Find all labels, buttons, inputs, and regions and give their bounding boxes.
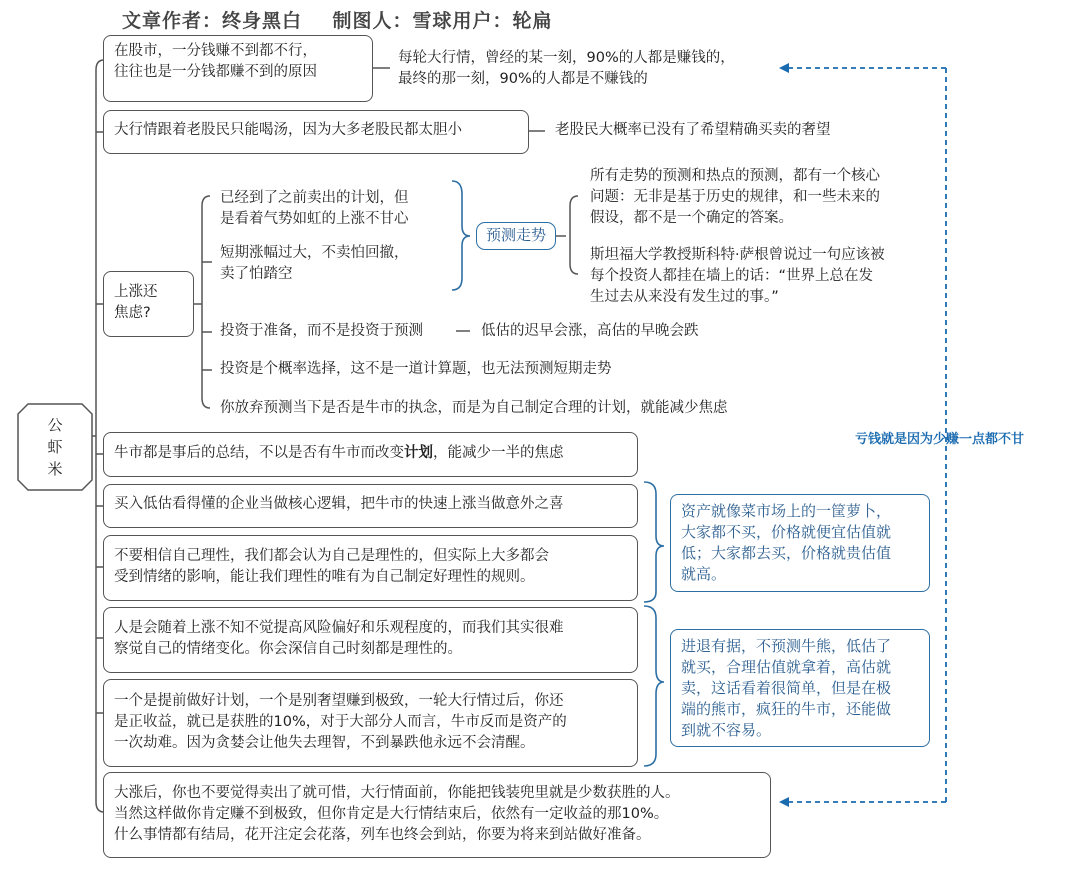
note-b-line-3: 卖，这话看着很简单，但是在极 — [681, 679, 892, 697]
branch-3-item-3-right: 低估的迟早会涨，高估的早晚会跌 — [481, 323, 699, 339]
branch-6-box — [103, 535, 638, 601]
branch-4-box — [103, 432, 638, 477]
branch-3-sub-1-line-2: 是看着气势如虹的上涨不甘心 — [220, 211, 409, 227]
branch-8-line-1: 一个是提前做好计划，一个是别奢望赚到极致，一轮大行情过后，你还 — [114, 693, 564, 709]
branch-9-line-2: 当然这样做你肯定赚不到极致，但你肯定是大行情结束后，依然有一定收益的那10%。 — [114, 806, 669, 822]
branch-3-item-3: 投资于准备，而不是投资于预测 — [220, 323, 423, 339]
note-a-line-2: 大家都不买，价格就便宜估值就 — [681, 523, 892, 541]
branch-4-text-bold: 计划 — [404, 445, 433, 461]
branch-5-text: 买入低估看得懂的企业当做核心逻辑，把牛市的快速上涨当做意外之喜 — [114, 496, 564, 512]
branch-1-note — [398, 48, 735, 90]
branch-1-note-line-2: 最终的那一刻，90%的人都是不赚钱的 — [398, 71, 648, 87]
root-node — [18, 414, 92, 480]
note-b-box — [670, 629, 930, 747]
branch-3-note-2-line-2: 每个投资人都挂在墙上的话：“世界上总在发 — [590, 268, 874, 284]
branch-7-line-2: 察觉自己的情绪变化。你会深信自己时刻都是理性的。 — [114, 641, 462, 657]
root-char-2: 虾 — [47, 438, 63, 456]
branch-2-note-text: 老股民大概率已没有了希望精确买卖的奢望 — [555, 122, 831, 138]
loss-reason-label: 亏钱就是因为少赚一点都不甘 — [855, 432, 1025, 447]
branch-3-note-1-line-3: 假设，都不是一个确定的答案。 — [590, 210, 793, 226]
branch-2-box — [103, 110, 529, 154]
branch-3-label-2: 焦虑? — [114, 305, 151, 321]
branch-8-line-2: 是正收益，就已是获胜的10%，对于大部分人而言，牛市反而是资产的 — [114, 714, 567, 730]
branch-1-line-2: 往往也是一分钱都赚不到的原因 — [114, 64, 317, 80]
branch-4-text-before: 牛市都是事后的总结，不以是否有牛市而改变 — [114, 445, 404, 461]
branch-3-sub-1-line-1: 已经到了之前卖出的计划，但 — [220, 190, 409, 206]
branch-3-note-2-line-3: 生过去从来没有发生过的事。” — [590, 289, 779, 305]
branch-7-line-1: 人是会随着上涨不知不觉提高风险偏好和乐观程度的，而我们其实很难 — [114, 620, 564, 636]
branch-6-line-2: 受到情绪的影响，能让我们理性的唯有为自己制定好理性的规则。 — [114, 569, 535, 585]
note-b-line-2: 就买，合理估值就拿着，高估就 — [681, 658, 892, 676]
header — [122, 6, 553, 33]
branch-8-line-3: 一次劫难。因为贪婪会让他失去理智，不到暴跌他永远不会清醒。 — [114, 735, 535, 751]
branch-3-sub-2-line-1: 短期涨幅过大，不卖怕回撤， — [220, 245, 409, 261]
note-b-line-1: 进退有据，不预测牛熊，低估了 — [681, 637, 892, 655]
branch-1-line-1: 在股市，一分钱赚不到都不行， — [114, 43, 317, 59]
root-char-3: 米 — [47, 460, 63, 478]
branch-3-label-1: 上涨还 — [114, 284, 158, 300]
branch-3-note-1 — [590, 166, 880, 229]
branch-1-box — [103, 35, 373, 102]
note-a-line-4: 就高。 — [681, 565, 727, 583]
branch-5-box — [103, 484, 638, 528]
branch-9-line-1: 大涨后，你也不要觉得卖出了就可惜，大行情面前，你能把钱装兜里就是少数获胜的人。 — [114, 785, 680, 801]
branch-8-box — [103, 679, 638, 767]
branch-9-box — [103, 772, 771, 858]
note-b-line-5: 到就不容易。 — [681, 721, 772, 739]
branch-3-note-2-line-1: 斯坦福大学教授斯科特·萨根曾说过一句应该被 — [590, 247, 885, 263]
branch-4-text-after: ，能减少一半的焦虑 — [433, 445, 564, 461]
note-a-box — [670, 494, 930, 592]
predict-trend-pill: 预测走势 — [476, 222, 556, 250]
branch-2-note — [555, 120, 831, 141]
maker-credit: 制图人：雪球用户：轮扁 — [332, 10, 553, 32]
branch-3-box — [103, 271, 194, 337]
branch-3-sub-2-line-2: 卖了怕踏空 — [220, 266, 293, 282]
note-b-line-4: 端的熊市，疯狂的牛市，还能做 — [681, 700, 892, 718]
note-a-line-3: 低；大家都去买，价格就贵估值 — [681, 544, 892, 562]
root-char-1: 公 — [47, 416, 63, 434]
branch-7-box — [103, 607, 638, 673]
branch-9-line-3: 什么事情都有结局，花开注定会花落，列车也终会到站，你要为将来到站做好准备。 — [114, 827, 651, 843]
branch-3-item-5: 你放弃预测当下是否是牛市的执念，而是为自己制定合理的计划，就能减少焦虑 — [220, 400, 728, 416]
branch-1-note-line-1: 每轮大行情，曾经的某一刻，90%的人都是赚钱的， — [398, 50, 735, 66]
branch-3-sub-2 — [220, 243, 409, 285]
branch-3-item-4: 投资是个概率选择，这不是一道计算题，也无法预测短期走势 — [220, 361, 612, 377]
branch-3-sub-1 — [220, 188, 409, 230]
branch-3-note-2 — [590, 245, 885, 308]
author-credit: 文章作者：终身黑白 — [122, 10, 303, 32]
note-a-line-1: 资产就像菜市场上的一筐萝卜， — [681, 502, 892, 520]
branch-3-note-1-line-1: 所有走势的预测和热点的预测，都有一个核心 — [590, 168, 880, 184]
branch-3-note-1-line-2: 问题：无非是基于历史的规律，和一些未来的 — [590, 189, 880, 205]
branch-2-text: 大行情跟着老股民只能喝汤，因为大多老股民都太胆小 — [114, 122, 462, 138]
branch-6-line-1: 不要相信自己理性，我们都会认为自己是理性的，但实际上大多都会 — [114, 548, 549, 564]
